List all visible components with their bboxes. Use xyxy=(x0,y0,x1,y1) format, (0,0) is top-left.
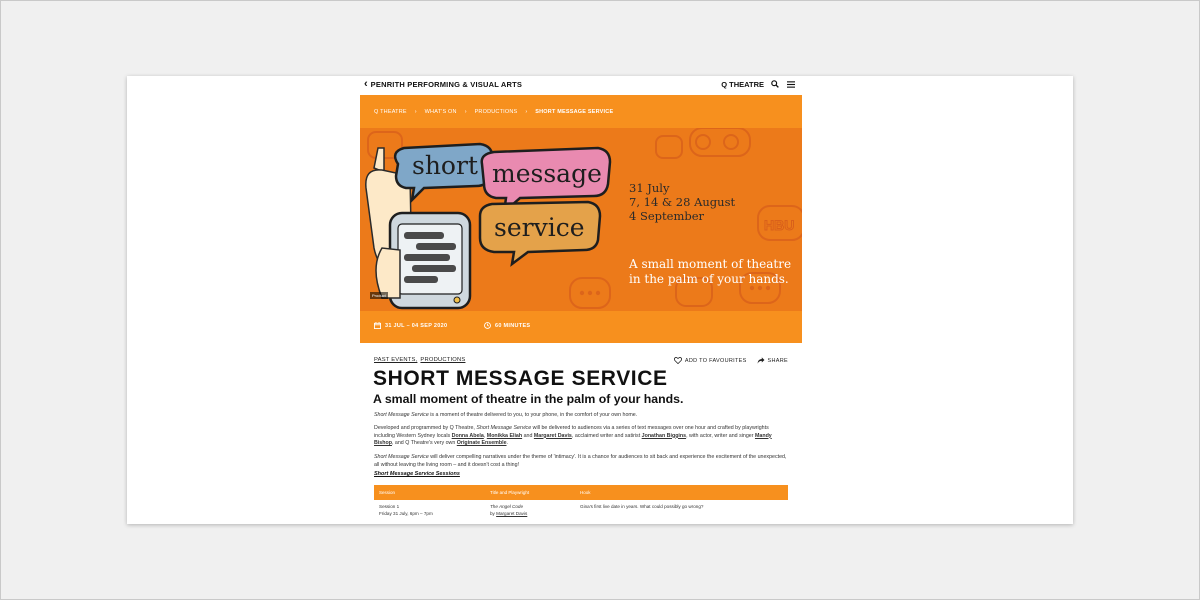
artist-link[interactable]: Margaret Davis xyxy=(533,432,572,439)
paragraph-text: , and Q Theatre's very own xyxy=(391,440,457,447)
hero-tagline-line: in the palm of your hands. xyxy=(629,272,789,286)
breadcrumb-separator: › xyxy=(464,108,467,115)
top-nav xyxy=(360,76,802,95)
play-title: The Angel Code xyxy=(490,504,524,509)
hook-cell: Gina's first live date in years. What could possibly go wrong? xyxy=(580,504,704,509)
bubble-word-service: service xyxy=(494,213,585,242)
breadcrumb-item[interactable]: WHAT'S ON xyxy=(424,108,457,115)
show-name: Short Message Service xyxy=(374,412,429,418)
hero-date-line: 7, 14 & 28 August xyxy=(629,195,736,209)
page-subtitle: A small moment of theatre in the palm of your hands. xyxy=(373,392,684,406)
category-tags xyxy=(374,357,465,363)
sessions-link[interactable]: Short Message Service Sessions xyxy=(374,471,460,477)
paragraph-text: . xyxy=(506,440,508,447)
search-icon[interactable] xyxy=(770,79,780,89)
calendar-icon xyxy=(374,322,381,329)
breadcrumb-separator: › xyxy=(525,108,528,115)
column-header: Hook xyxy=(580,490,591,495)
breadcrumb-current: SHORT MESSAGE SERVICE xyxy=(535,108,614,115)
table-row xyxy=(374,500,788,524)
show-name: Short Message Service xyxy=(476,425,532,431)
brand-link[interactable]: Q THEATRE xyxy=(721,79,764,89)
paragraph-text: will be delivered to audiences via a series of text messages over one hour and crafted by playwrights including Western Sydney locals xyxy=(374,425,769,439)
show-name: Short Message Service xyxy=(374,454,429,460)
hero-date-line: 4 September xyxy=(629,209,705,223)
bubble-word-short: short xyxy=(412,151,478,180)
hero-tagline xyxy=(629,257,791,287)
by-label: by xyxy=(490,510,497,516)
menu-icon[interactable] xyxy=(786,79,796,89)
paragraph-text: , acclaimed writer and satirist xyxy=(571,432,642,439)
paragraph-text: and xyxy=(522,432,534,439)
theme-paragraph xyxy=(374,454,788,469)
event-meta-bar xyxy=(360,311,802,343)
hero-date-line: 31 July xyxy=(629,181,670,195)
page-actions xyxy=(674,357,788,364)
column-header: Session xyxy=(379,490,396,495)
description-paragraph xyxy=(374,425,788,448)
browser-page xyxy=(127,76,1073,524)
breadcrumb-item[interactable]: PRODUCTIONS xyxy=(474,108,518,115)
paragraph-text: Developed and programmed by Q Theatre, xyxy=(374,425,477,431)
hbu-doodle: HBU xyxy=(764,217,795,233)
table-header xyxy=(374,485,788,500)
page-content xyxy=(360,76,802,524)
add-to-favourites-button[interactable] xyxy=(674,357,747,364)
chevron-left-icon: ‹ xyxy=(364,78,368,90)
tag-past-events[interactable]: PAST EVENTS, xyxy=(374,357,418,363)
intro-paragraph xyxy=(374,412,788,420)
artist-link[interactable]: Donna Abela xyxy=(451,432,484,439)
back-link[interactable] xyxy=(364,79,522,90)
date-range-text: 31 JUL – 04 SEP 2020 xyxy=(385,322,448,329)
artist-link[interactable]: Monikka Eliah xyxy=(486,432,523,439)
duration xyxy=(484,322,530,329)
image-credit: Product xyxy=(372,293,386,298)
heart-icon xyxy=(674,357,682,364)
paragraph-text: , with actor, writer and singer xyxy=(686,432,755,439)
hero-dates xyxy=(629,181,735,223)
title-cell xyxy=(490,504,580,517)
session-time: Friday 31 July, 6pm – 7pm xyxy=(379,510,433,516)
bubble-word-message: message xyxy=(492,159,602,188)
date-range xyxy=(374,322,447,329)
tag-productions[interactable]: PRODUCTIONS xyxy=(420,357,466,363)
breadcrumb-separator: › xyxy=(414,108,417,115)
sessions-table xyxy=(374,485,788,524)
column-header: Title and Playwright xyxy=(490,490,530,495)
nav-right xyxy=(721,79,796,89)
session-number: Session 1 xyxy=(379,504,400,509)
share-button[interactable] xyxy=(757,357,788,364)
paragraph-text: , xyxy=(483,432,487,439)
breadcrumb-item[interactable]: Q THEATRE xyxy=(374,108,407,115)
session-cell xyxy=(374,504,490,517)
paragraph-text: will deliver compelling narratives under the theme of 'intimacy'. It is a chance for audiences to sit back and experience the excitement of the unexpected, all without leaving the living room – and it doesn't cost a thing! xyxy=(374,454,787,468)
artist-link[interactable]: Mandy Bishop xyxy=(374,432,772,447)
share-icon xyxy=(757,357,765,364)
playwright-link[interactable]: Margaret Davis xyxy=(496,510,528,516)
duration-text: 60 MINUTES xyxy=(495,322,531,329)
artist-link[interactable]: Originate Ensemble xyxy=(456,440,507,447)
hero-tagline-line: A small moment of theatre xyxy=(629,257,792,271)
hero-banner xyxy=(360,128,802,311)
page-title: SHORT MESSAGE SERVICE xyxy=(373,367,668,390)
share-label: SHARE xyxy=(767,357,788,364)
site-title: PENRITH PERFORMING & VISUAL ARTS xyxy=(370,80,523,89)
playwright-line xyxy=(490,511,580,518)
paragraph-text: is a moment of theatre delivered to you, to your phone, in the comfort of your own home. xyxy=(428,412,638,418)
artist-link[interactable]: Jonathan Biggins xyxy=(641,432,687,439)
clock-icon xyxy=(484,322,491,329)
favourites-label: ADD TO FAVOURITES xyxy=(684,357,747,364)
breadcrumb xyxy=(360,95,802,128)
